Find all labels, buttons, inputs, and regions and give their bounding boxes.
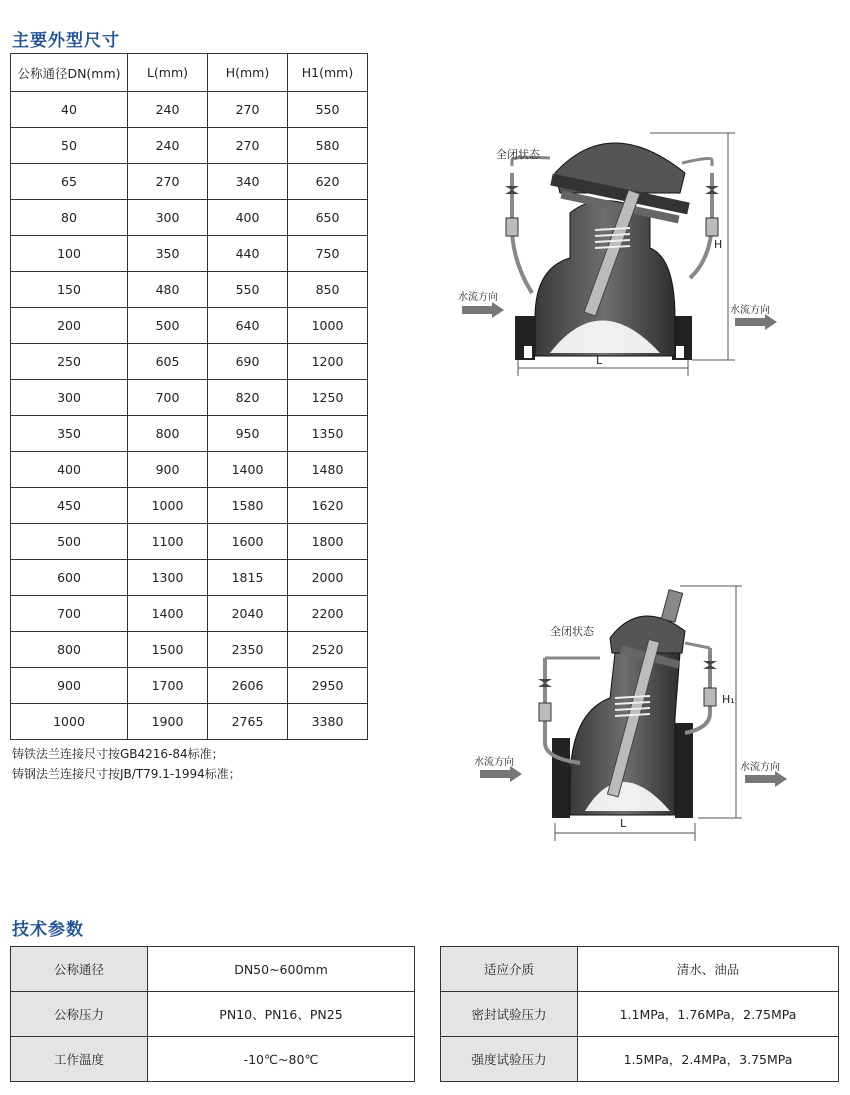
tech-label: 工作温度 <box>11 1037 148 1082</box>
table-cell: 150 <box>11 272 128 308</box>
tech-row <box>441 992 839 1037</box>
table-cell: 270 <box>208 92 288 128</box>
table-cell: 1400 <box>208 452 288 488</box>
table-row <box>11 488 368 524</box>
tech-label: 适应介质 <box>441 947 578 992</box>
header-h: H(mm) <box>208 54 288 92</box>
bottom-length-label: L <box>620 817 627 830</box>
table-cell: 605 <box>128 344 208 380</box>
dimensions-table <box>10 53 368 740</box>
table-cell: 820 <box>208 380 288 416</box>
table-row <box>11 236 368 272</box>
table-cell: 1700 <box>128 668 208 704</box>
dimensions-header-row <box>11 54 368 92</box>
table-cell: 240 <box>128 128 208 164</box>
table-cell: 2950 <box>288 668 368 704</box>
standards-notes <box>12 744 241 784</box>
table-cell: 1350 <box>288 416 368 452</box>
valve-diagram-bottom <box>470 583 800 845</box>
table-cell: 1400 <box>128 596 208 632</box>
table-cell: 440 <box>208 236 288 272</box>
table-cell: 2350 <box>208 632 288 668</box>
table-cell: 100 <box>11 236 128 272</box>
table-row <box>11 668 368 704</box>
table-cell: 640 <box>208 308 288 344</box>
table-row <box>11 416 368 452</box>
table-row <box>11 308 368 344</box>
table-cell: 300 <box>11 380 128 416</box>
table-cell: 620 <box>288 164 368 200</box>
table-row <box>11 128 368 164</box>
table-cell: 1000 <box>288 308 368 344</box>
table-cell: 690 <box>208 344 288 380</box>
table-row <box>11 200 368 236</box>
table-cell: 350 <box>11 416 128 452</box>
tech-row <box>441 947 839 992</box>
top-state-label: 全闭状态 <box>496 148 540 161</box>
table-cell: 350 <box>128 236 208 272</box>
table-cell: 480 <box>128 272 208 308</box>
table-cell: 1300 <box>128 560 208 596</box>
table-cell: 1620 <box>288 488 368 524</box>
bottom-height-label: H₁ <box>722 693 735 706</box>
table-cell: 1480 <box>288 452 368 488</box>
table-cell: 50 <box>11 128 128 164</box>
tech-label: 公称通径 <box>11 947 148 992</box>
dimensions-title: 主要外型尺寸 <box>12 31 120 51</box>
table-cell: 1580 <box>208 488 288 524</box>
table-row <box>11 452 368 488</box>
tech-label: 公称压力 <box>11 992 148 1037</box>
table-cell: 340 <box>208 164 288 200</box>
tech-value: 1.1MPa，1.76MPa，2.75MPa <box>578 992 839 1037</box>
table-cell: 2520 <box>288 632 368 668</box>
table-cell: 1250 <box>288 380 368 416</box>
table-cell: 240 <box>128 92 208 128</box>
table-cell: 65 <box>11 164 128 200</box>
table-row <box>11 560 368 596</box>
table-cell: 300 <box>128 200 208 236</box>
top-length-label: L <box>596 354 603 367</box>
table-cell: 1815 <box>208 560 288 596</box>
table-cell: 2000 <box>288 560 368 596</box>
table-cell: 40 <box>11 92 128 128</box>
table-cell: 580 <box>288 128 368 164</box>
table-cell: 550 <box>208 272 288 308</box>
table-cell: 80 <box>11 200 128 236</box>
table-row <box>11 344 368 380</box>
table-row <box>11 164 368 200</box>
table-cell: 2200 <box>288 596 368 632</box>
tech-row <box>11 1037 415 1082</box>
table-cell: 1500 <box>128 632 208 668</box>
tech-title: 技术参数 <box>12 920 84 940</box>
top-height-label: H <box>714 238 723 251</box>
valve-diagram-top <box>450 118 790 380</box>
table-cell: 2765 <box>208 704 288 740</box>
table-cell: 400 <box>208 200 288 236</box>
table-row <box>11 704 368 740</box>
table-row <box>11 596 368 632</box>
table-row <box>11 632 368 668</box>
table-cell: 500 <box>128 308 208 344</box>
table-row <box>11 524 368 560</box>
table-cell: 800 <box>128 416 208 452</box>
table-cell: 650 <box>288 200 368 236</box>
table-cell: 450 <box>11 488 128 524</box>
bottom-inflow-label: 水流方向 <box>474 757 514 768</box>
table-cell: 3380 <box>288 704 368 740</box>
tech-row <box>441 1037 839 1082</box>
bottom-outflow-label: 水流方向 <box>740 762 780 773</box>
table-cell: 400 <box>11 452 128 488</box>
table-cell: 1000 <box>11 704 128 740</box>
tech-value: 1.5MPa，2.4MPa，3.75MPa <box>578 1037 839 1082</box>
header-l: L(mm) <box>128 54 208 92</box>
table-cell: 2606 <box>208 668 288 704</box>
table-cell: 250 <box>11 344 128 380</box>
tech-value: 清水、油品 <box>578 947 839 992</box>
table-cell: 950 <box>208 416 288 452</box>
table-row <box>11 272 368 308</box>
table-cell: 1100 <box>128 524 208 560</box>
tech-label: 密封试验压力 <box>441 992 578 1037</box>
table-row <box>11 92 368 128</box>
tech-row <box>11 947 415 992</box>
note-cast-iron: 铸铁法兰连接尺寸按GB4216-84标准； <box>12 747 224 761</box>
table-row <box>11 380 368 416</box>
bottom-state-label: 全闭状态 <box>550 625 594 638</box>
table-cell: 600 <box>11 560 128 596</box>
tech-value: -10℃~80℃ <box>148 1037 415 1082</box>
table-cell: 900 <box>11 668 128 704</box>
top-outflow-label: 水流方向 <box>730 305 770 316</box>
table-cell: 900 <box>128 452 208 488</box>
table-cell: 850 <box>288 272 368 308</box>
tech-row <box>11 992 415 1037</box>
table-cell: 500 <box>11 524 128 560</box>
top-inflow-label: 水流方向 <box>458 292 498 303</box>
table-cell: 800 <box>11 632 128 668</box>
table-cell: 200 <box>11 308 128 344</box>
table-cell: 1800 <box>288 524 368 560</box>
tech-value: DN50~600mm <box>148 947 415 992</box>
table-cell: 1600 <box>208 524 288 560</box>
table-cell: 1900 <box>128 704 208 740</box>
table-cell: 270 <box>208 128 288 164</box>
table-cell: 700 <box>11 596 128 632</box>
table-cell: 2040 <box>208 596 288 632</box>
header-dn: 公称通径DN(mm) <box>11 54 128 92</box>
table-cell: 550 <box>288 92 368 128</box>
table-cell: 270 <box>128 164 208 200</box>
tech-table-right <box>440 946 839 1082</box>
table-cell: 750 <box>288 236 368 272</box>
header-h1: H1(mm) <box>288 54 368 92</box>
table-cell: 1000 <box>128 488 208 524</box>
note-cast-steel: 铸钢法兰连接尺寸按JB/T79.1-1994标准； <box>12 767 241 781</box>
table-cell: 1200 <box>288 344 368 380</box>
table-cell: 700 <box>128 380 208 416</box>
tech-table-left <box>10 946 415 1082</box>
tech-label: 强度试验压力 <box>441 1037 578 1082</box>
tech-value: PN10、PN16、PN25 <box>148 992 415 1037</box>
